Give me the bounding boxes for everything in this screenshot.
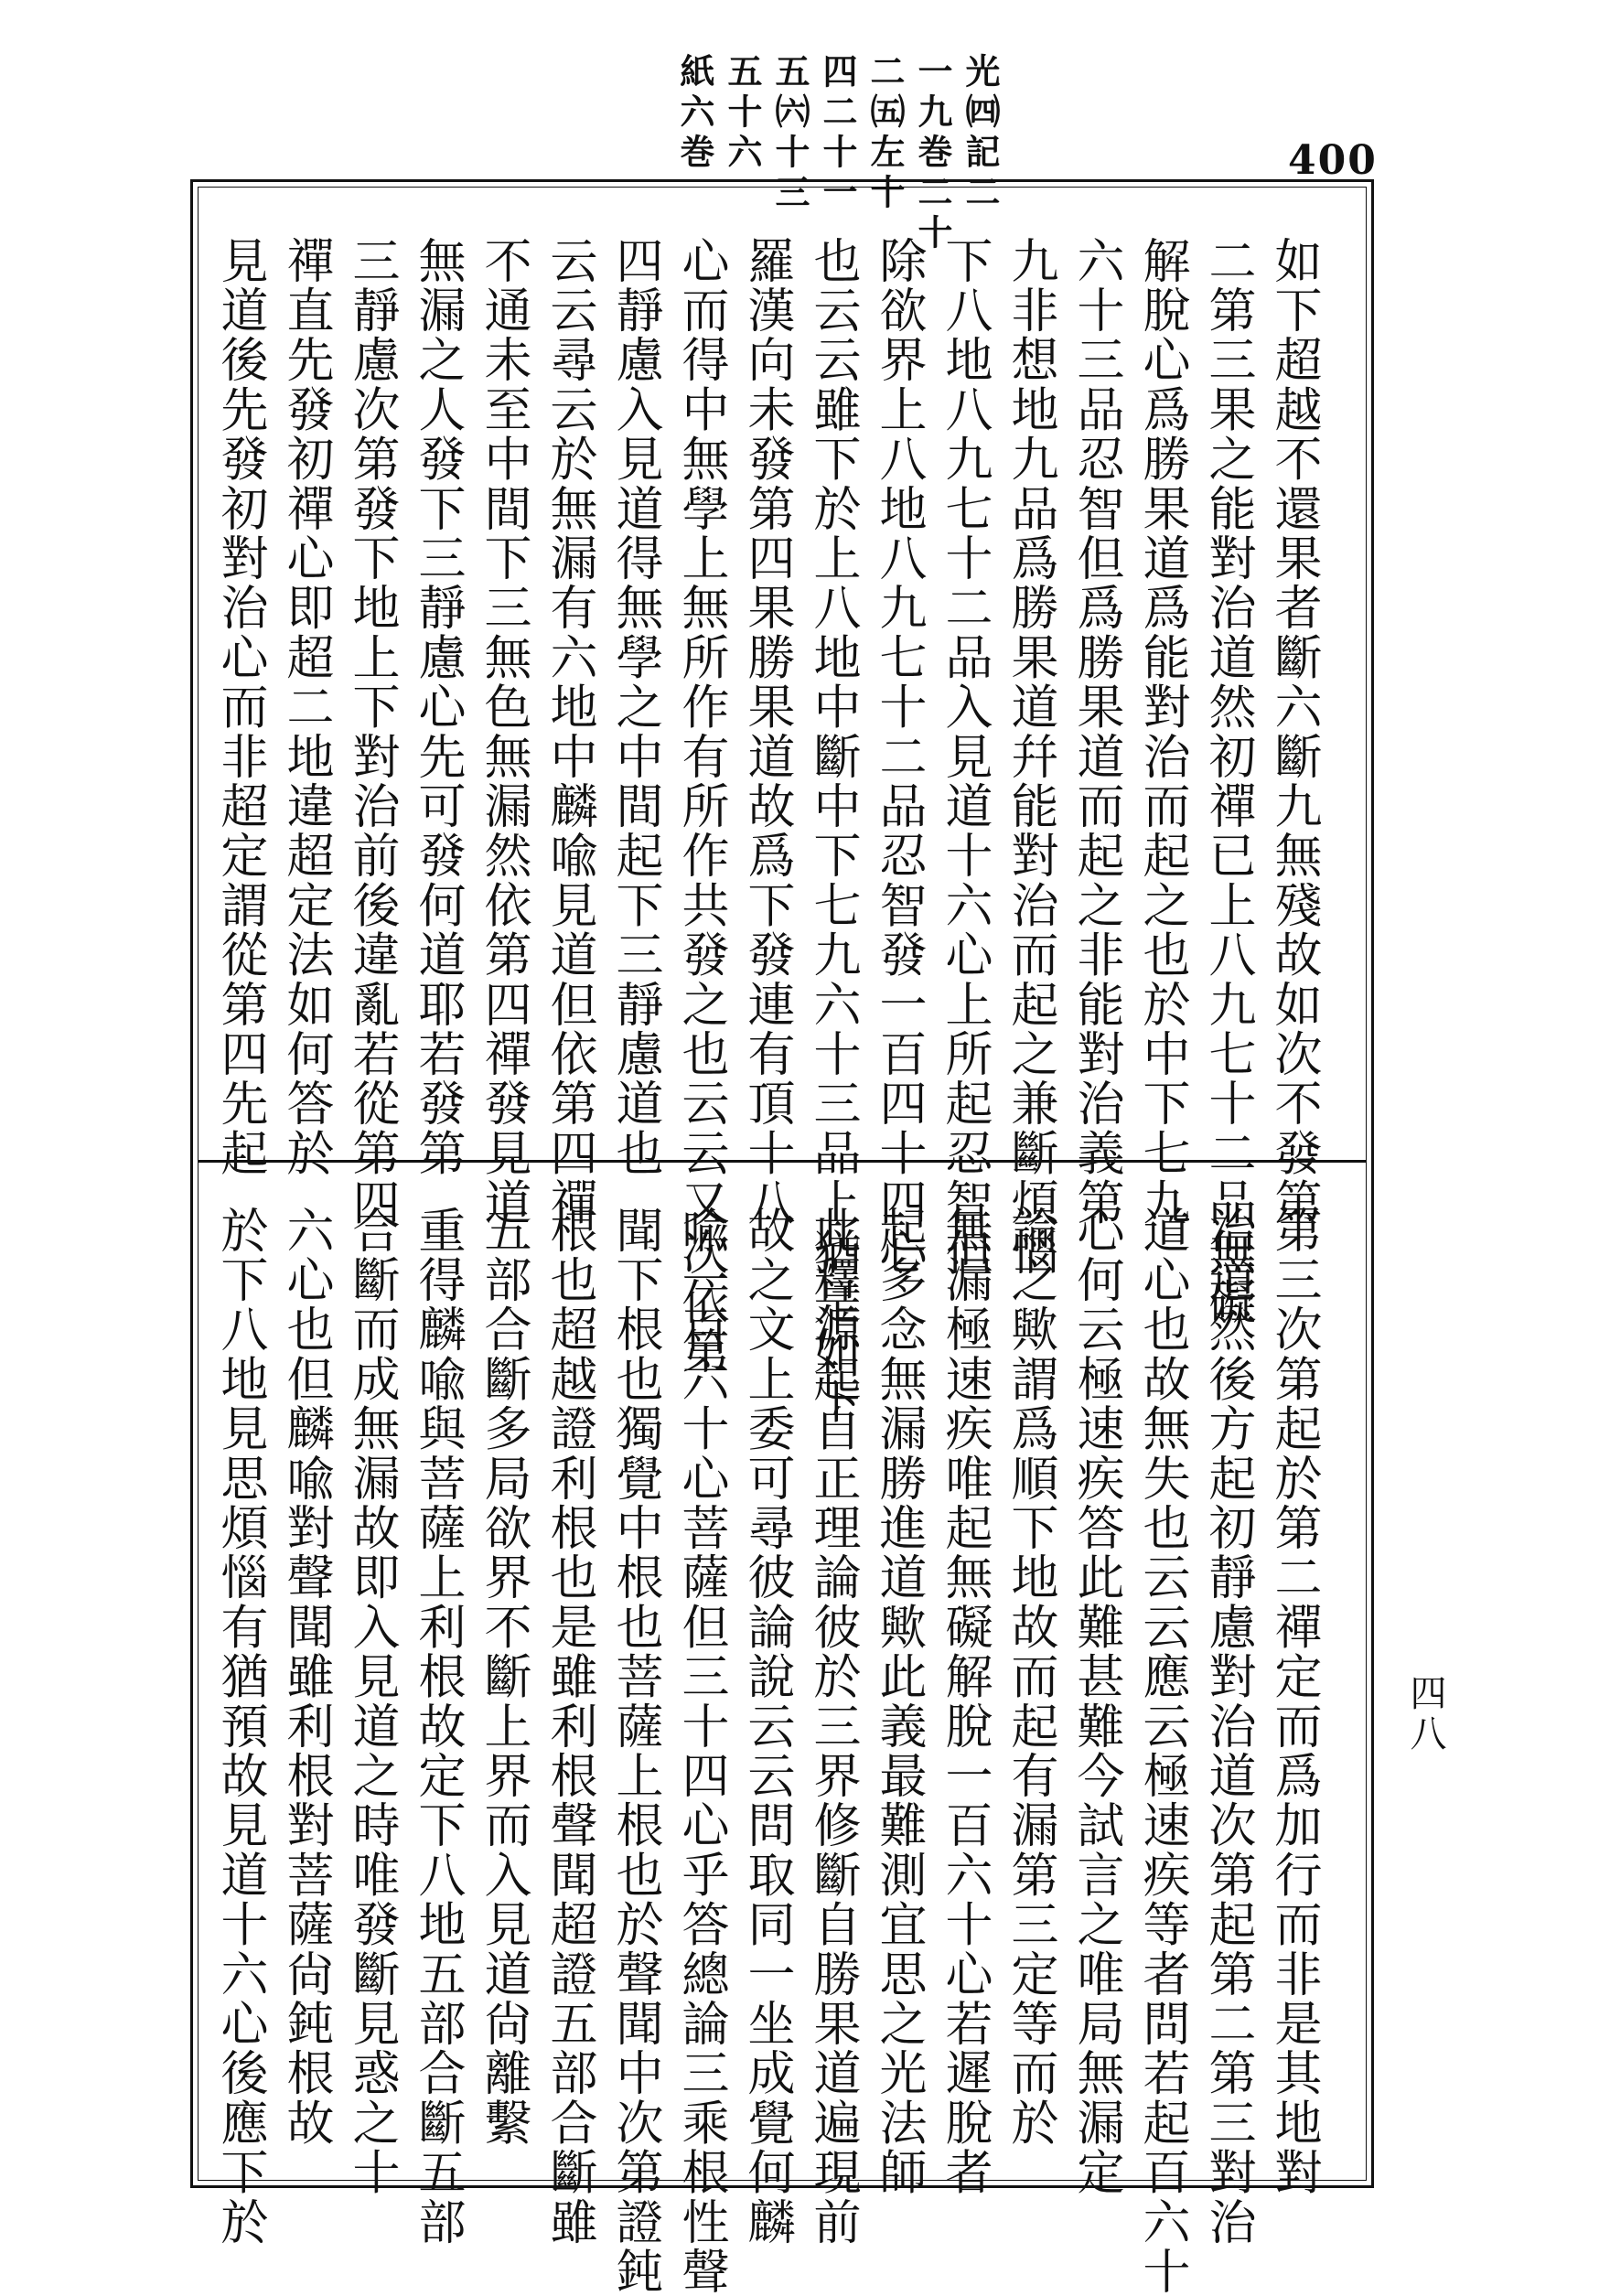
text-column: 云云尋云於無漏有六地中麟喩見道但依第四禪 bbox=[542, 236, 596, 1228]
text-column: 道心也故無失也云云應云極速疾等者問若起百六十 bbox=[1134, 1206, 1189, 2296]
text-column: 五部合斷多局欲界不斷上界而入見道尙離繫 bbox=[476, 1206, 531, 2148]
text-column: 治道然後方起初靜慮對治道次第起第二第三對治 bbox=[1200, 1206, 1255, 2248]
side-label: 四八 bbox=[1404, 1674, 1446, 1754]
text-column: 心何云極速疾答此難甚難今試言之唯局無漏定 bbox=[1068, 1206, 1123, 2197]
text-column: 聞下根也獨覺中根也菩薩上根也於聲聞中次第證鈍 bbox=[607, 1206, 662, 2296]
text-column: 無漏之人發下三靜慮心先可發何道耶若發第 bbox=[410, 236, 465, 1178]
text-column: 禪直先發初禪心即超二地違超定法如何答於 bbox=[278, 236, 333, 1178]
text-column: 下八地八九七十二品入見道十六心上所起忍智但 bbox=[937, 236, 992, 1278]
text-column: 無漏極速疾唯起無礙解脫一百六十心若遲脫者 bbox=[937, 1206, 992, 2197]
text-column: 見道後先發初對治心而非超定謂從第四先起 bbox=[212, 236, 267, 1178]
text-column: 喩一百六十心菩薩但三十四心乎答總論三乘根性聲 bbox=[673, 1206, 728, 2296]
text-column: 重得麟喩與菩薩上利根故定下八地五部合斷五部 bbox=[410, 1206, 465, 2248]
text-column: 心而得中無學上無所作有所作共發之也云云又次依第 bbox=[673, 236, 728, 1377]
page-number: 400 bbox=[1288, 137, 1378, 184]
header-line: 二㈤左十 bbox=[864, 53, 906, 214]
text-column: 三靜慮次第發下地上下對治前後違亂若從第四 bbox=[344, 236, 399, 1228]
text-column: 六心也但麟喩對聲聞雖利根對菩薩尙鈍根故 bbox=[278, 1206, 333, 2148]
text-column: 也云云雖下於上八地中斷中下七九六十三品上猶是如下 bbox=[805, 236, 860, 1426]
header-line: 光㈣記二 bbox=[960, 53, 1001, 214]
text-column: 第三次第起於第二禪定而爲加行而非是其地對 bbox=[1266, 1206, 1321, 2197]
text-column: 如下超越不還果者斷六斷九無殘故如次不發第 bbox=[1266, 236, 1321, 1228]
header-line: 五㈥十三 bbox=[769, 53, 810, 214]
text-column: 羅漢向未發第四果勝果道故爲下發連有頂十八 bbox=[739, 236, 794, 1228]
text-column: 解脫心爲勝果道爲能對治而起之也於中下七九 bbox=[1134, 236, 1189, 1228]
text-column: 於下八地見思煩惱有猶預故見道十六心後應下於 bbox=[212, 1206, 267, 2248]
text-column: 九非想地九品爲勝果道幷能對治而起之兼斷煩惱 bbox=[1003, 236, 1057, 1278]
text-column: 六十三品忍智但爲勝果道而起之非能對治義第 bbox=[1068, 236, 1123, 1228]
text-column: 故之文上委可尋彼論說云云問取同一坐成覺何麟 bbox=[739, 1206, 794, 2248]
text-column: 不通未至中間下三無色無漏然依第四禪發見道 bbox=[476, 236, 531, 1228]
text-column: 四靜慮入見道得無學之中間起下三靜慮道也 bbox=[607, 236, 662, 1178]
header-line: 五十六 bbox=[722, 53, 763, 174]
text-column: 根也超越證利根也是雖利根聲聞超證五部合斷雖 bbox=[542, 1206, 596, 2248]
header-line: 四二十一 bbox=[817, 53, 858, 214]
text-column: 論之歟謂爲順下地故而起有漏第三定等而於 bbox=[1003, 1206, 1057, 2148]
header-line: 一九巻二十 bbox=[912, 53, 953, 254]
header-line: 紙六巻 bbox=[674, 53, 715, 174]
text-column: 二第三果之能對治道然初禪已上八九七十二品無礙 bbox=[1200, 236, 1255, 1327]
text-column: 合斷而成無漏故即入見道之時唯發斷見惑之十 bbox=[344, 1206, 399, 2197]
text-column: 此釋源起自正理論彼於三界修斷自勝果道遍現前 bbox=[805, 1206, 860, 2248]
text-column: 起多念無漏勝進道歟此義最難測宜思之光法師 bbox=[871, 1206, 926, 2197]
text-column: 除欲界上八地八九七十二品忍智發一百四十四心 bbox=[871, 236, 926, 1278]
